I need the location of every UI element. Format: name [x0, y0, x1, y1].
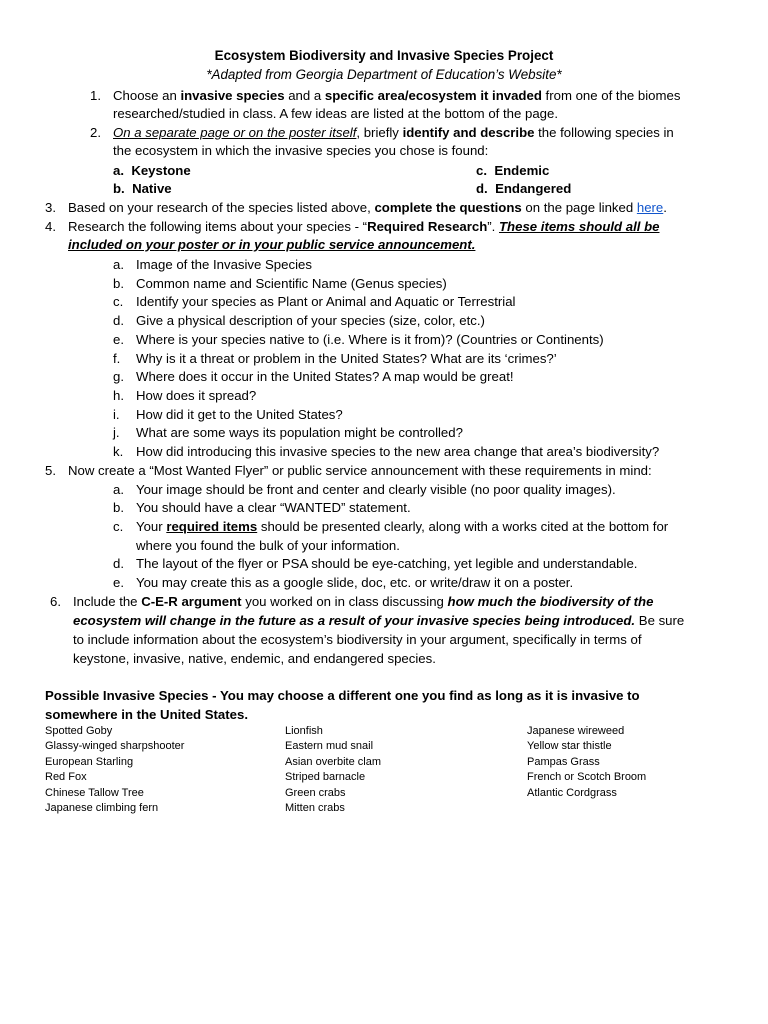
required-research-letter: h. — [113, 388, 124, 403]
species-name: European Starling — [45, 755, 134, 768]
item-5a-letter: a. — [113, 482, 124, 497]
species-type-endemic: c. Endemic — [476, 163, 550, 178]
species-name: Striped barnacle — [285, 771, 366, 784]
item-4-line-1: Research the following items about your species - “Required Research”. These items should all be — [68, 219, 660, 234]
required-research-item: Common name and Scientific Name (Genus species) — [136, 276, 447, 291]
species-name: Japanese wireweed — [527, 725, 625, 737]
required-research-letter: g. — [113, 369, 124, 384]
item-2-number: 2. — [90, 125, 101, 140]
item-1-line-1: Choose an invasive species and a specific area/ecosystem it invaded from one of the biomes — [113, 88, 681, 103]
required-research-letter: a. — [113, 257, 124, 272]
item-6-line-1: Include the C-E-R argument you worked on in class discussing how much the biodiversity of the — [73, 594, 654, 609]
species-name: Chinese Tallow Tree — [45, 786, 144, 799]
species-column-1 — [45, 724, 184, 816]
required-research-item: What are some ways its population might be controlled? — [136, 425, 463, 440]
species-name: Lionfish — [285, 725, 323, 737]
item-5b-text: You should have a clear “WANTED” statement. — [136, 500, 411, 515]
page-title: Ecosystem Biodiversity and Invasive Species Project — [214, 48, 554, 63]
item-5e-text: You may create this as a google slide, doc, etc. or write/draw it on a poster. — [136, 575, 574, 590]
species-name: Asian overbite clam — [285, 755, 381, 768]
species-name: Spotted Goby — [45, 725, 113, 737]
item-5c-letter: c. — [113, 519, 124, 534]
species-name: Red Fox — [45, 771, 87, 784]
required-research-letter: b. — [113, 276, 124, 291]
item-5c-line-2: where you found the bulk of your information. — [136, 538, 400, 553]
item-5b-letter: b. — [113, 500, 124, 515]
species-name: French or Scotch Broom — [527, 771, 647, 784]
item-4-line-2: included on your poster or in your public service announcement. — [68, 237, 476, 252]
required-research-letter: j. — [113, 425, 120, 440]
item-5d-letter: d. — [113, 556, 124, 571]
required-research-letter: f. — [113, 351, 121, 366]
required-research-letter: e. — [113, 332, 124, 347]
item-5a-text: Your image should be front and center and clearly visible (no poor quality images). — [136, 482, 616, 497]
species-type-native: b. Native — [113, 181, 172, 196]
required-research-item: Where is your species native to (i.e. Where is it from)? (Countries or Continents) — [136, 332, 604, 347]
item-5e-letter: e. — [113, 575, 124, 590]
item-2-line-2: the ecosystem in which the invasive species you chose is found: — [113, 143, 489, 158]
here-link[interactable]: here — [636, 200, 664, 215]
item-3-line: Based on your research of the species listed above, complete the questions on the page linked here. — [68, 200, 667, 215]
species-heading-line-1: Possible Invasive Species - You may choose a different one you find as long as it is invasive to — [45, 688, 640, 703]
required-research-letter: d. — [113, 313, 124, 328]
species-name: Eastern mud snail — [285, 740, 374, 753]
required-research-item: Identify your species as Plant or Animal and Aquatic or Terrestrial — [136, 294, 516, 309]
species-column-2 — [285, 724, 381, 816]
species-column-3 — [527, 724, 646, 801]
page-subtitle: *Adapted from Georgia Department of Education’s Website* — [206, 67, 562, 82]
required-research-item: Why is it a threat or problem in the United States? What are its ‘crimes?’ — [136, 351, 557, 366]
required-research-item: Image of the Invasive Species — [136, 257, 312, 272]
required-research-item: How did introducing this invasive species to the new area change that area’s biodiversity? — [136, 444, 660, 459]
species-type-endangered: d. Endangered — [476, 181, 572, 196]
required-research-letter: i. — [113, 407, 120, 422]
species-name: Glassy-winged sharpshooter — [45, 740, 185, 753]
species-name: Yellow star thistle — [527, 740, 612, 753]
item-5d-text: The layout of the flyer or PSA should be eye-catching, yet legible and understandable. — [136, 556, 638, 571]
required-research-item: How did it get to the United States? — [136, 407, 343, 422]
species-type-keystone: a. Keystone — [113, 163, 191, 178]
item-1-number: 1. — [90, 88, 101, 103]
item-2-line-1: On a separate page or on the poster itself, briefly identify and describe the following species in — [113, 125, 674, 140]
item-5-line-1: Now create a “Most Wanted Flyer” or public service announcement with these requirements in mind: — [68, 463, 652, 478]
required-research-letter: k. — [113, 444, 124, 459]
required-research-item: How does it spread? — [136, 388, 257, 403]
item-6-line-4: keystone, invasive, native, endemic, and endangered species. — [73, 651, 436, 666]
item-5-number: 5. — [45, 463, 56, 478]
required-research-item: Give a physical description of your species (size, color, etc.) — [136, 313, 485, 328]
species-name: Green crabs — [285, 786, 346, 799]
species-name: Pampas Grass — [527, 755, 600, 768]
item-6-line-2: ecosystem will change in the future as a result of your invasive species being introduced. Be sure — [73, 613, 685, 628]
item-6-number: 6. — [50, 594, 61, 609]
item-1-line-2: researched/studied in class. A few ideas are listed at the bottom of the page. — [113, 106, 558, 121]
item-3-number: 3. — [45, 200, 56, 215]
species-heading-line-2: somewhere in the United States. — [45, 707, 248, 722]
species-name: Japanese climbing fern — [45, 802, 159, 815]
species-name: Atlantic Cordgrass — [527, 786, 617, 799]
species-name: Mitten crabs — [285, 802, 345, 815]
required-research-item: Where does it occur in the United States? A map would be great! — [136, 369, 514, 384]
required-research-letter: c. — [113, 294, 124, 309]
item-6-line-3: to include information about the ecosystem’s biodiversity in your argument, specifically in terms of — [73, 632, 642, 647]
item-5c-line-1: Your required items should be presented clearly, along with a works cited at the bottom for — [136, 519, 669, 534]
item-4-number: 4. — [45, 219, 56, 234]
